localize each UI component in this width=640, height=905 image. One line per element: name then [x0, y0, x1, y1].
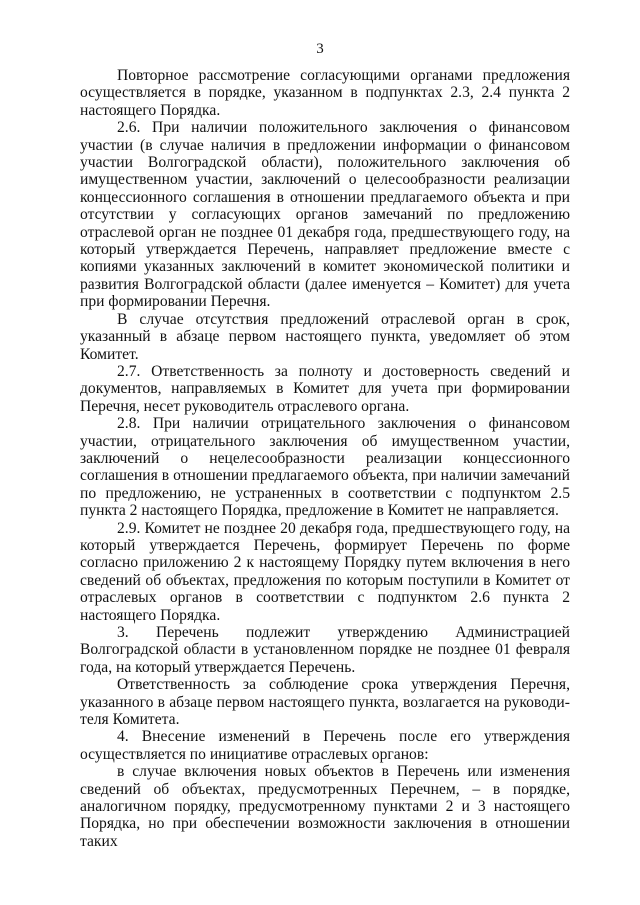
paragraph-3: 3. Перечень подлежит утверждению Администрацией Волгоградской области в установленном порядке не позднее 01 февраля года, на который утверждается Перечень.: [80, 624, 570, 676]
paragraph-deadline-responsibility: Ответственность за соблюдение срока утверждения Перечня, указанного в абзаце первом настоящего пункта, возлагается на руководителя Комитета.: [80, 676, 570, 729]
paragraph-2-8: 2.8. При наличии отрицательного заключения о финансовом участии, отрицательного заключения об имущественном участии, заключений о нецелесообразности реализации концессионного соглашения в отношении предлагаемого объекта, при наличии замечаний по предложению, не устраненных в соответствии с подпунктом 2.5 пункта 2 настоящего Порядка, предложение в Комитет не направляется.: [80, 415, 570, 520]
paragraph-new-objects: в случае включения новых объектов в Перечень или изменения сведений об объектах, предусмотренных Перечнем, – в порядке, аналогичном порядку, предусмотренному пунктами 2 и 3 настоящего Порядка, но при обеспечении возможности заключения в отношении таких: [80, 763, 570, 850]
paragraph-2-9: 2.9. Комитет не позднее 20 декабря года, предшествующего году, на который утверждается Перечень, формирует Перечень по форме согласно приложению 2 к настоящему Порядку путем включения в него сведений об объектах, предложения по которым поступили в Комитет от отраслевых органов в соответствии с подпунктом 2.6 пункта 2 настоящего Порядка.: [80, 519, 570, 624]
paragraph-2-6: 2.6. При наличии положительного заключения о финансовом участии (в случае наличия в предложении информации о финансовом участии Волгоградской области), положительного заключения об имущественном участии, заключений о целесообразности реализации концессионного соглашения в отношении предлагаемого объекта и при отсутствии у согласующих органов замечаний по предложению отраслевой орган не позднее 01 декабря года, предшествующего году, на который утверждается Перечень, направляет предложение вместе с копиями указанных заключений в комитет экономической политики и развития Волгоградской области (далее именуется – Комитет) для учета при формировании Перечня.: [80, 119, 570, 311]
paragraph-no-proposals: В случае отсутствия предложений отраслевой орган в срок, указанный в абзаце первом настоящего пункта, уведомляет об этом Комитет.: [80, 310, 570, 363]
document-body: [80, 67, 570, 850]
paragraph-2-7: 2.7. Ответственность за полноту и достоверность сведений и документов, направляемых в Комитет для учета при формировании Перечня, несет руководитель отраслевого органа.: [80, 362, 570, 415]
paragraph-4: 4. Внесение изменений в Перечень после его утверждения осуществляется по инициативе отраслевых органов:: [80, 728, 570, 763]
paragraph-repeat-review: Повторное рассмотрение согласующими органами предложения осуществляется в порядке, указанном в подпунктах 2.3, 2.4 пункта 2 настоящего Порядка.: [80, 67, 570, 119]
page-number: 3: [316, 41, 324, 57]
